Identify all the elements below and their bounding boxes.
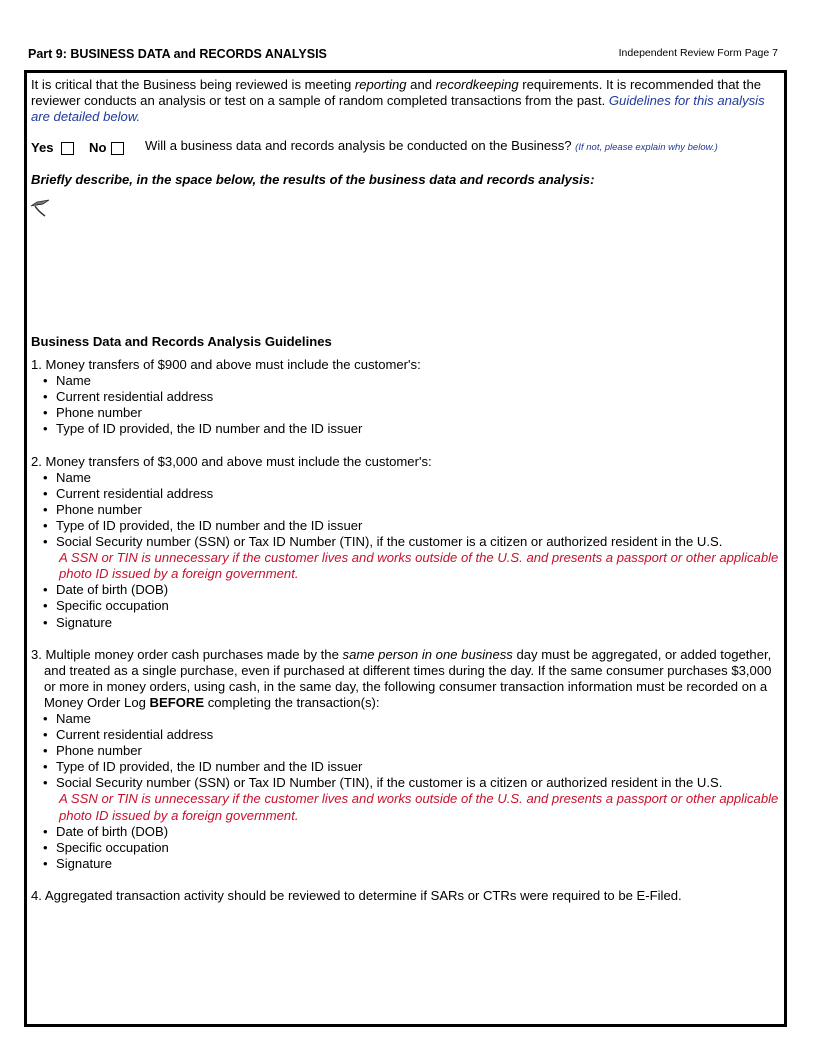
list-item: • Social Security number (SSN) or Tax ID Number (TIN), if the customer is a citizen or authorized resident in the U.S. xyxy=(31,534,783,550)
pen-icon[interactable] xyxy=(29,196,53,220)
list-item: • Specific occupation xyxy=(31,598,783,614)
list-item: • Phone number xyxy=(31,405,783,421)
list-item: • Date of birth (DOB) xyxy=(31,582,783,598)
guideline-lead: 4. Aggregated transaction activity should be reviewed to determine if SARs or CTRs were required to be E-Filed. xyxy=(31,887,682,903)
no-label: No xyxy=(89,140,107,155)
list-item: • Signature xyxy=(31,615,783,631)
list-item: • Current residential address xyxy=(31,389,783,405)
list-item: • Phone number xyxy=(31,502,783,518)
yes-checkbox[interactable] xyxy=(61,142,74,155)
ssn-note: A SSN or TIN is unnecessary if the customer lives and works outside of the U.S. and presents a passport or other applicable photo ID issued by a foreign government. xyxy=(59,791,779,823)
list-item: • Type of ID provided, the ID number and the ID issuer xyxy=(31,759,783,775)
list-item: • Name xyxy=(31,470,783,486)
guidelines-link[interactable]: Guidelines for this analysis are detailed below. xyxy=(31,93,765,125)
guidelines-title: Business Data and Records Analysis Guidelines xyxy=(31,334,332,349)
guideline-item-2 xyxy=(31,454,783,631)
question-note: (If not, please explain why below.) xyxy=(575,142,718,153)
list-item: • Current residential address xyxy=(31,486,783,502)
guideline-lead: 3. Multiple money order cash purchases made by the same person in one business day must be aggregated, or added together, and treated as a single purchase, even if purchased at different times during the day. If the same consumer purchases $3,000 or more in money orders, using cash, in the same day, the following consumer transaction information must be recorded on a Money Order Log BEFORE completing the transaction(s): xyxy=(31,646,772,710)
list-item: • Specific occupation xyxy=(31,840,783,856)
guideline-lead: 2. Money transfers of $3,000 and above must include the customer's: xyxy=(31,453,432,469)
intro-text: It is critical that the Business being reviewed is meeting reporting and recordkeeping requirements. It is recommended that the reviewer conducts an analysis or test on a sample of random completed transactions from the past. Guidelines for this analysis are detailed below. xyxy=(31,77,765,125)
list-item: • Type of ID provided, the ID number and the ID issuer xyxy=(31,421,783,437)
guideline-lead: 1. Money transfers of $900 and above must include the customer's: xyxy=(31,357,421,373)
no-checkbox[interactable] xyxy=(111,142,124,155)
question-text: Will a business data and records analysis be conducted on the Business? (If not, please explain why below.) xyxy=(145,138,718,153)
list-item: • Signature xyxy=(31,856,783,872)
list-item: • Type of ID provided, the ID number and the ID issuer xyxy=(31,518,783,534)
guidelines-section xyxy=(31,334,783,920)
list-item: • Name xyxy=(31,711,783,727)
intro-section xyxy=(31,77,783,126)
list-item: • Current residential address xyxy=(31,727,783,743)
list-item: • Phone number xyxy=(31,743,783,759)
page-label: Independent Review Form Page 7 xyxy=(618,47,778,59)
list-item: • Date of birth (DOB) xyxy=(31,824,783,840)
yes-label: Yes xyxy=(31,140,54,155)
guideline-item-3 xyxy=(31,647,783,872)
describe-prompt: Briefly describe, in the space below, the results of the business data and records analysis: xyxy=(31,172,595,187)
list-item: • Name xyxy=(31,373,783,389)
guideline-item-1 xyxy=(31,357,783,437)
ssn-note: A SSN or TIN is unnecessary if the customer lives and works outside of the U.S. and presents a passport or other applicable photo ID issued by a foreign government. xyxy=(59,550,779,582)
list-item: • Social Security number (SSN) or Tax ID Number (TIN), if the customer is a citizen or authorized resident in the U.S. xyxy=(31,775,783,791)
section-title: Part 9: BUSINESS DATA and RECORDS ANALYSIS xyxy=(28,47,327,61)
guideline-item-4 xyxy=(31,888,783,904)
